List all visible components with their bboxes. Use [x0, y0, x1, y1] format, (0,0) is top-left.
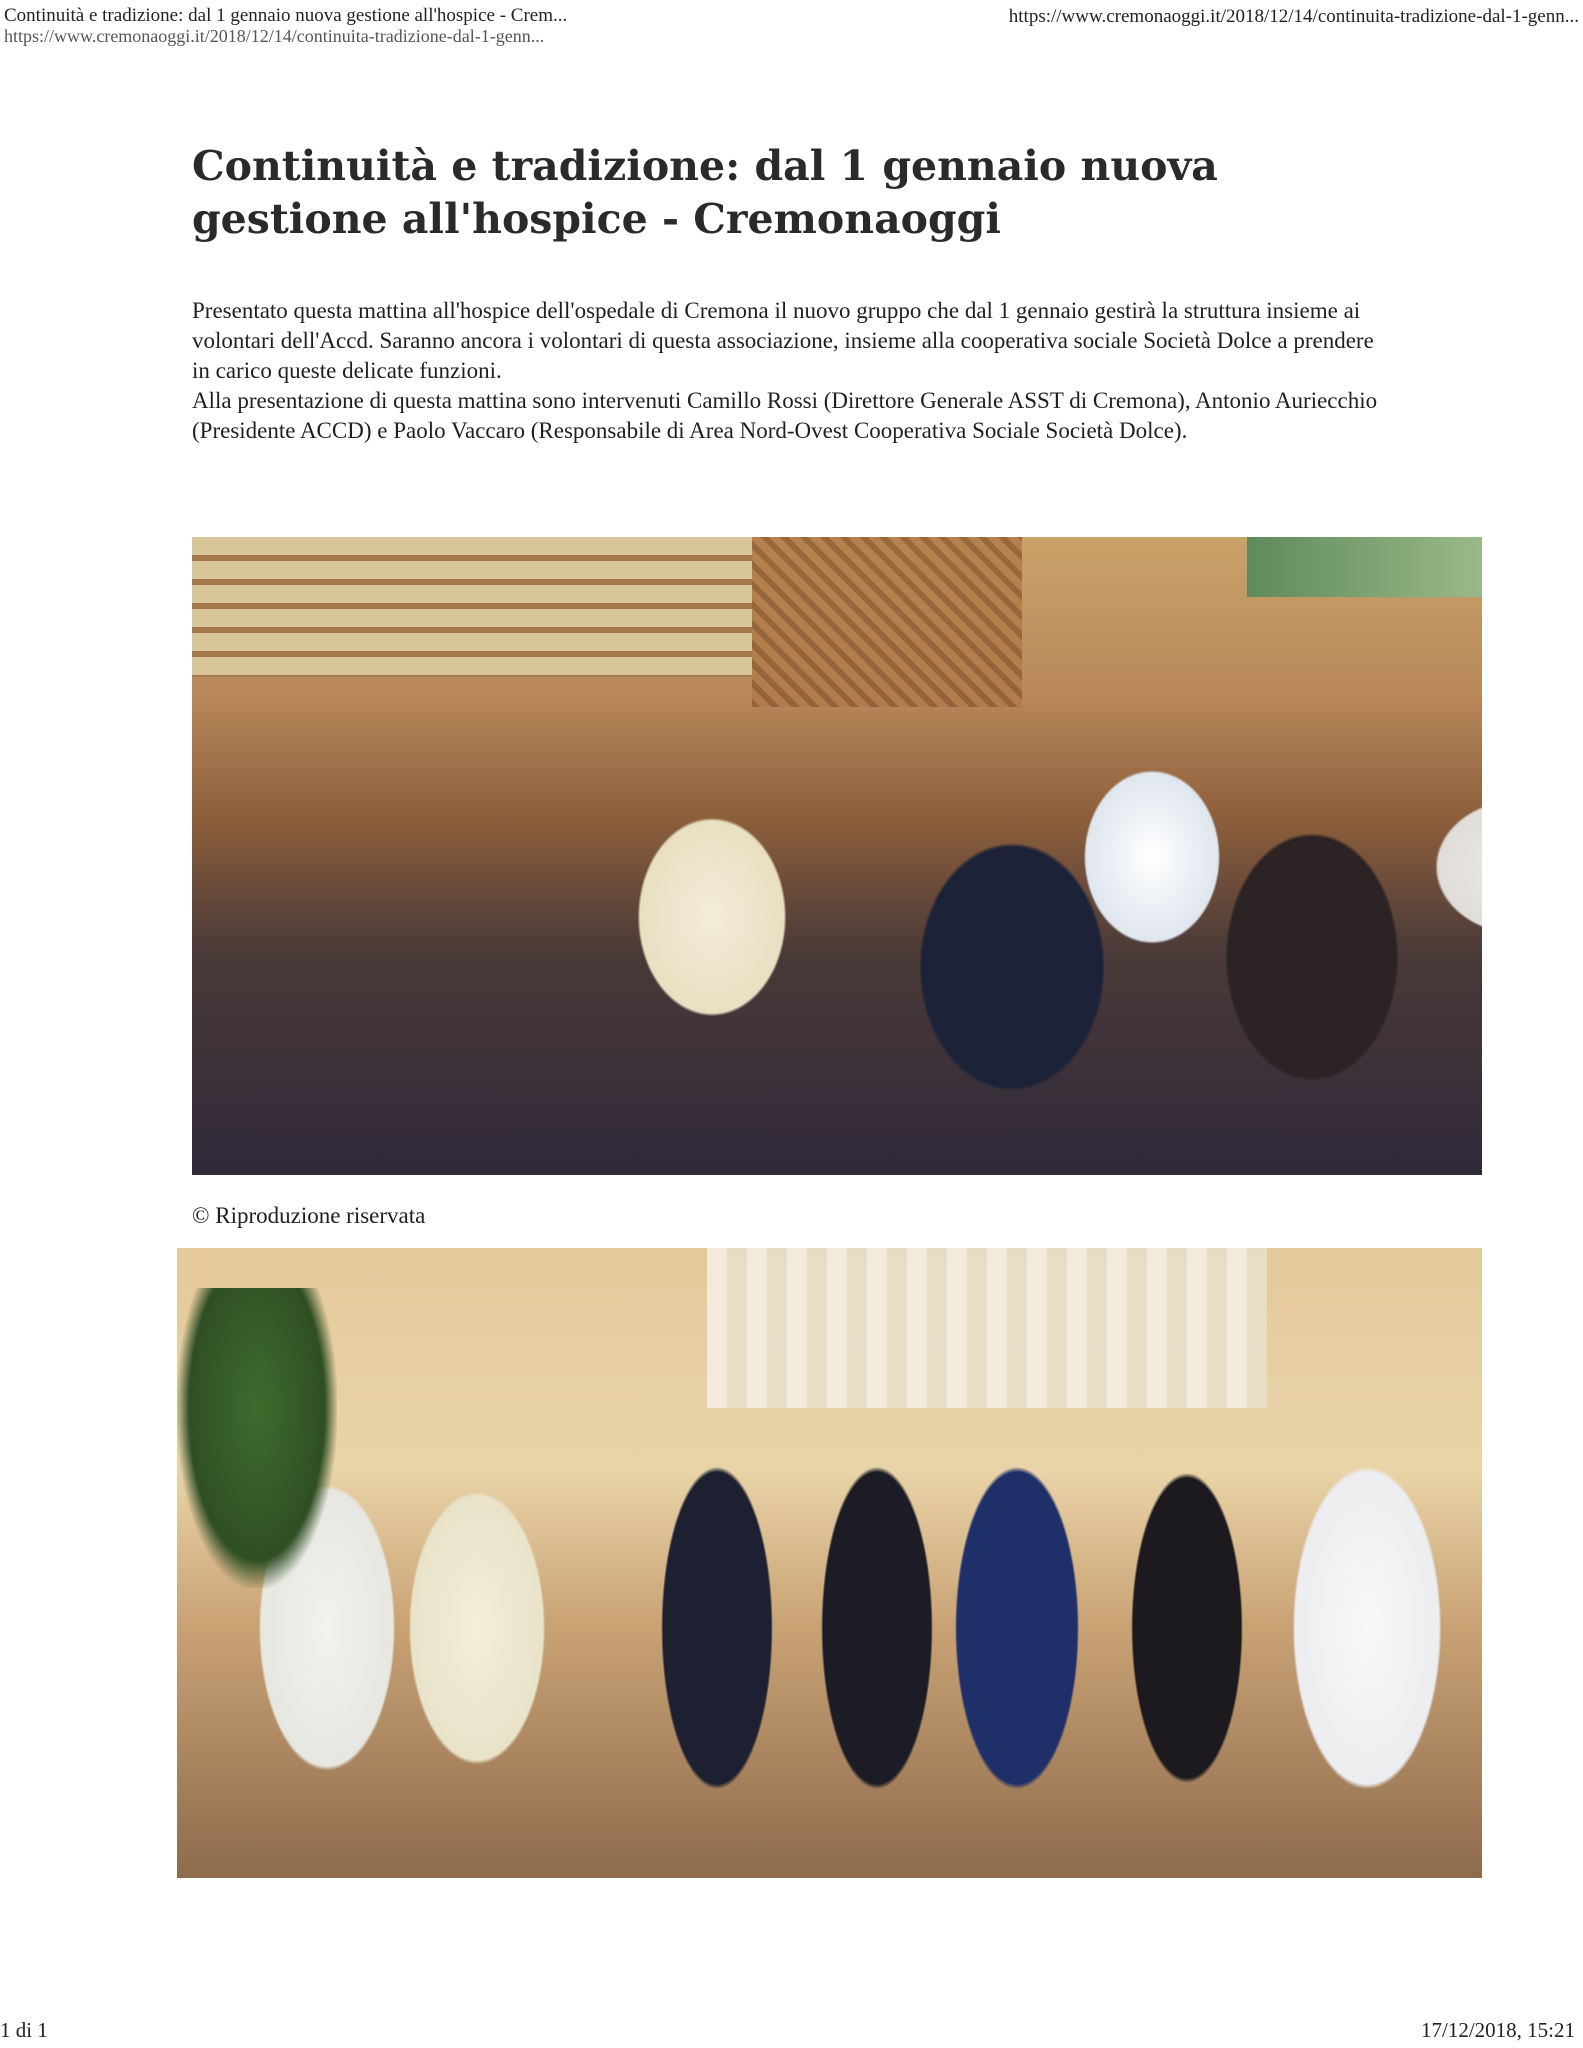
article	[192, 140, 1482, 446]
article-body	[192, 296, 1392, 446]
group-photo	[177, 1248, 1482, 1878]
copyright-caption: © Riproduzione riservata	[192, 1203, 426, 1228]
photo-bookshelves	[192, 537, 752, 677]
article-paragraph-2: Alla presentazione di questa mattina sono intervenuti Camillo Rossi (Direttore Generale ASST di Cremona), Antonio Auriecchio (Presidente ACCD) e Paolo Vaccaro (Responsabile di Area Nord-Ovest Cooperativa Sociale Società Dolce).	[192, 388, 1378, 443]
print-header-title	[4, 6, 794, 46]
print-header-page-title-sub: https://www.cremonaoggi.it/2018/12/14/continuita-tradizione-dal-1-genn...	[4, 26, 545, 46]
photo-curtain	[707, 1248, 1267, 1408]
print-footer-datetime: 17/12/2018, 15:21	[1420, 2018, 1575, 2042]
photo-plant	[177, 1288, 337, 1588]
photo-wooden-lattice	[752, 537, 1022, 707]
print-header-page-title: Continuità e tradizione: dal 1 gennaio nuova gestione all'hospice - Crem...	[4, 6, 568, 26]
article-paragraph-1: Presentato questa mattina all'hospice dell'ospedale di Cremona il nuovo gruppo che dal 1 gennaio gestirà la struttura insieme ai volontari dell'Accd. Saranno ancora i volontari di questa associazione, insieme alla cooperativa sociale Società Dolce a prendere in carico queste delicate funzioni.	[192, 298, 1374, 383]
print-header-url: https://www.cremonaoggi.it/2018/12/14/continuita-tradizione-dal-1-genn...	[1008, 6, 1579, 27]
audience-photo	[192, 537, 1482, 1175]
article-title: Continuità e tradizione: dal 1 gennaio nuova gestione all'hospice - Cremonaoggi	[192, 142, 1218, 243]
print-footer-page-number: 1 di 1	[0, 2018, 48, 2042]
photo-window	[1247, 537, 1482, 597]
